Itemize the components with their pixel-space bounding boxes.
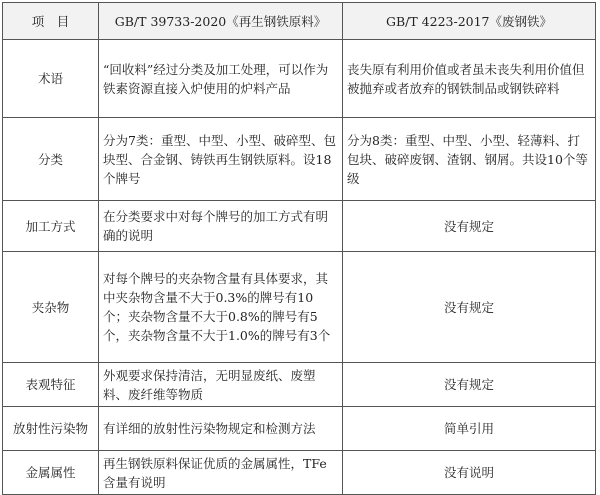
standards-comparison-table xyxy=(2,2,596,495)
table-row-radioactive xyxy=(3,407,596,451)
cell-gb-t-39733: 分为7类：重型、中型、小型、破碎型、包块型、合金钢、铸铁再生钢铁原料。设18个牌号 xyxy=(99,118,343,201)
cell-gb-t-39733: 再生钢铁原料保证优质的金属属性，TFe含量有说明 xyxy=(99,451,343,495)
table-row-terminology xyxy=(3,40,596,118)
row-label: 分类 xyxy=(3,118,99,201)
table-row-inclusions xyxy=(3,252,596,363)
cell-gb-t-4223: 没有规定 xyxy=(343,363,596,407)
row-label: 表观特征 xyxy=(3,363,99,407)
cell-gb-t-4223: 简单引用 xyxy=(343,407,596,451)
row-label: 夹杂物 xyxy=(3,252,99,363)
cell-gb-t-39733: 在分类要求中对每个牌号的加工方式有明确的说明 xyxy=(99,201,343,252)
table-row-appearance xyxy=(3,363,596,407)
cell-gb-t-4223: 没有说明 xyxy=(343,451,596,495)
cell-gb-t-4223: 丧失原有利用价值或者虽未丧失利用价值但被抛弃或者放弃的钢铁制品或钢铁碎料 xyxy=(343,40,596,118)
cell-gb-t-4223: 没有规定 xyxy=(343,201,596,252)
table-row-classification xyxy=(3,118,596,201)
header-item: 项 目 xyxy=(3,3,99,40)
row-label: 放射性污染物 xyxy=(3,407,99,451)
cell-gb-t-39733: 有详细的放射性污染物规定和检测方法 xyxy=(99,407,343,451)
table-row-metal-properties xyxy=(3,451,596,495)
comparison-table-container xyxy=(2,2,595,495)
cell-gb-t-39733: 外观要求保持清洁，无明显废纸、废塑料、废纤维等物质 xyxy=(99,363,343,407)
header-gb-t-4223: GB/T 4223-2017《废钢铁》 xyxy=(343,3,596,40)
cell-gb-t-4223: 分为8类：重型、中型、小型、轻薄料、打包块、破碎废钢、渣钢、钢屑。共设10个等级 xyxy=(343,118,596,201)
header-gb-t-39733: GB/T 39733-2020《再生钢铁原料》 xyxy=(99,3,343,40)
row-label: 加工方式 xyxy=(3,201,99,252)
table-header-row xyxy=(3,3,596,40)
cell-gb-t-39733: “回收料”经过分类及加工处理，可以作为铁素资源直接入炉使用的炉料产品 xyxy=(99,40,343,118)
row-label: 术语 xyxy=(3,40,99,118)
row-label: 金属属性 xyxy=(3,451,99,495)
cell-gb-t-4223: 没有规定 xyxy=(343,252,596,363)
table-row-processing xyxy=(3,201,596,252)
cell-gb-t-39733: 对每个牌号的夹杂物含量有具体要求，其中夹杂物含量不大于0.3%的牌号有10个；夹杂物含量不大于0.8%的牌号有5个，夹杂物含量不大于1.0%的牌号有3个 xyxy=(99,252,343,363)
